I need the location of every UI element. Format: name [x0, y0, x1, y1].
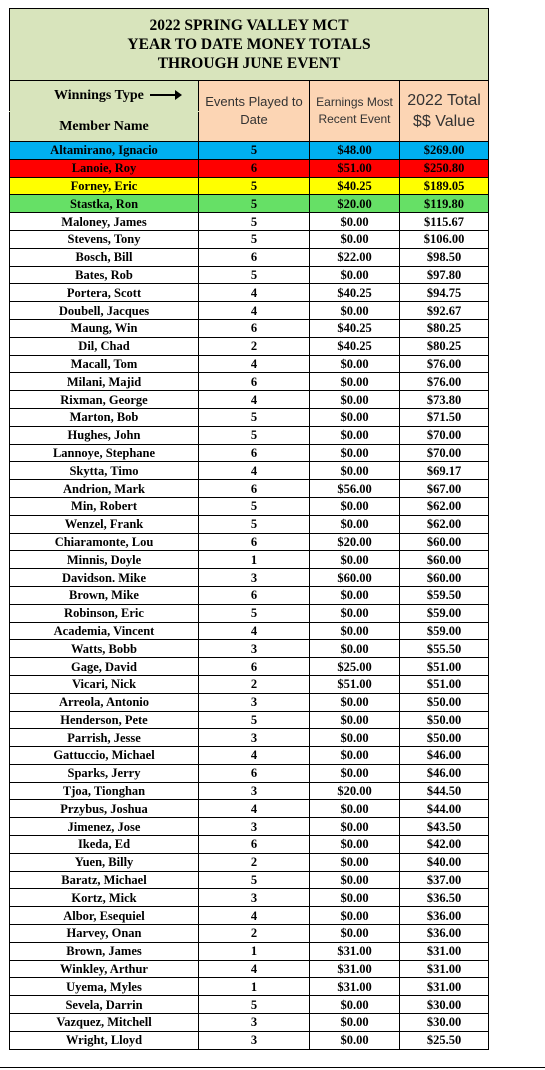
table-row [10, 782, 489, 800]
member-name-cell: Harvey, Onan [10, 925, 199, 943]
member-name-cell: Ikeda, Ed [10, 836, 199, 854]
events-played-cell: 3 [199, 1014, 310, 1032]
table-row [10, 373, 489, 391]
total-value-cell: $50.00 [400, 693, 489, 711]
total-value-cell: $44.50 [400, 782, 489, 800]
events-played-cell: 5 [199, 408, 310, 426]
total-value-cell: $59.50 [400, 586, 489, 604]
table-row [10, 996, 489, 1014]
total-value-cell: $97.80 [400, 266, 489, 284]
total-value-cell: $50.00 [400, 711, 489, 729]
total-value-cell: $31.00 [400, 942, 489, 960]
total-value-cell: $106.00 [400, 230, 489, 248]
events-played-cell: 6 [199, 480, 310, 498]
events-played-cell: 4 [199, 462, 310, 480]
total-value-cell: $37.00 [400, 871, 489, 889]
table-row [10, 266, 489, 284]
total-value-cell: $98.50 [400, 248, 489, 266]
table-row [10, 747, 489, 765]
events-played-cell: 4 [199, 302, 310, 320]
total-value-cell: $76.00 [400, 373, 489, 391]
total-value-cell: $80.25 [400, 319, 489, 337]
recent-earnings-cell: $0.00 [310, 1014, 400, 1032]
total-value-cell: $25.50 [400, 1031, 489, 1049]
events-played-cell: 3 [199, 889, 310, 907]
member-name-cell: Watts, Bobb [10, 640, 199, 658]
recent-earnings-cell: $0.00 [310, 818, 400, 836]
total-value-cell: $46.00 [400, 764, 489, 782]
events-played-cell: 6 [199, 373, 310, 391]
total-value-cell: $55.50 [400, 640, 489, 658]
events-played-cell: 5 [199, 266, 310, 284]
events-played-cell: 3 [199, 1031, 310, 1049]
table-row [10, 284, 489, 302]
recent-earnings-cell: $0.00 [310, 693, 400, 711]
total-value-cell: $40.00 [400, 853, 489, 871]
recent-earnings-cell: $0.00 [310, 551, 400, 569]
total-value-cell: $94.75 [400, 284, 489, 302]
recent-earnings-cell: $51.00 [310, 159, 400, 177]
total-value-cell: $60.00 [400, 551, 489, 569]
total-value-header: 2022 Total $$ Value [400, 81, 489, 142]
table-row [10, 925, 489, 943]
member-name-cell: Albor, Esequiel [10, 907, 199, 925]
recent-earnings-cell: $0.00 [310, 800, 400, 818]
recent-earnings-cell: $31.00 [310, 960, 400, 978]
total-value-cell: $36.50 [400, 889, 489, 907]
recent-earnings-cell: $0.00 [310, 266, 400, 284]
table-row [10, 693, 489, 711]
total-value-cell: $76.00 [400, 355, 489, 373]
events-played-cell: 4 [199, 800, 310, 818]
table-row [10, 942, 489, 960]
recent-earnings-cell: $0.00 [310, 604, 400, 622]
recent-earnings-cell: $0.00 [310, 889, 400, 907]
total-value-cell: $59.00 [400, 604, 489, 622]
table-row [10, 230, 489, 248]
table-row [10, 818, 489, 836]
table-row [10, 213, 489, 231]
member-name-cell: Skytta, Timo [10, 462, 199, 480]
winnings-type-label: Winnings Type [54, 88, 144, 103]
member-name-cell: Stastka, Ron [10, 195, 199, 213]
events-played-cell: 2 [199, 675, 310, 693]
member-name-cell: Yuen, Billy [10, 853, 199, 871]
member-name-cell: Milani, Majid [10, 373, 199, 391]
table-row [10, 497, 489, 515]
member-name-cell: Macall, Tom [10, 355, 199, 373]
events-played-cell: 5 [199, 213, 310, 231]
earnings-recent-header: Earnings Most Recent Event [310, 81, 400, 142]
recent-earnings-cell: $56.00 [310, 480, 400, 498]
table-row [10, 1014, 489, 1032]
events-played-cell: 3 [199, 729, 310, 747]
total-value-cell: $30.00 [400, 1014, 489, 1032]
table-row [10, 159, 489, 177]
recent-earnings-cell: $0.00 [310, 907, 400, 925]
events-played-header: Events Played to Date [199, 81, 310, 142]
recent-earnings-cell: $25.00 [310, 658, 400, 676]
total-value-cell: $119.80 [400, 195, 489, 213]
table-row [10, 604, 489, 622]
table-row [10, 355, 489, 373]
table-row [10, 853, 489, 871]
total-value-cell: $36.00 [400, 925, 489, 943]
member-name-header: Member Name [10, 112, 199, 142]
recent-earnings-cell: $0.00 [310, 462, 400, 480]
member-name-cell: Min, Robert [10, 497, 199, 515]
member-name-cell: Wenzel, Frank [10, 515, 199, 533]
member-name-cell: Lannoye, Stephane [10, 444, 199, 462]
total-value-cell: $70.00 [400, 426, 489, 444]
member-name-cell: Andrion, Mark [10, 480, 199, 498]
recent-earnings-cell: $40.25 [310, 319, 400, 337]
member-name-cell: Robinson, Eric [10, 604, 199, 622]
member-name-cell: Hughes, John [10, 426, 199, 444]
events-played-cell: 5 [199, 604, 310, 622]
member-name-cell: Parrish, Jesse [10, 729, 199, 747]
total-value-cell: $189.05 [400, 177, 489, 195]
total-value-cell: $51.00 [400, 675, 489, 693]
total-value-cell: $46.00 [400, 747, 489, 765]
member-name-cell: Stevens, Tony [10, 230, 199, 248]
recent-earnings-cell: $48.00 [310, 142, 400, 160]
table-row [10, 622, 489, 640]
total-value-cell: $31.00 [400, 960, 489, 978]
member-name-cell: Gattuccio, Michael [10, 747, 199, 765]
events-played-cell: 6 [199, 159, 310, 177]
member-name-cell: Brown, Mike [10, 586, 199, 604]
member-name-cell: Uyema, Myles [10, 978, 199, 996]
total-value-cell: $62.00 [400, 497, 489, 515]
table-row [10, 978, 489, 996]
table-row [10, 658, 489, 676]
events-played-cell: 3 [199, 693, 310, 711]
total-value-cell: $67.00 [400, 480, 489, 498]
events-played-cell: 3 [199, 818, 310, 836]
total-value-cell: $69.17 [400, 462, 489, 480]
recent-earnings-cell: $0.00 [310, 925, 400, 943]
member-name-cell: Tjoa, Tionghan [10, 782, 199, 800]
table-row [10, 836, 489, 854]
events-played-cell: 3 [199, 569, 310, 587]
member-name-cell: Minnis, Doyle [10, 551, 199, 569]
member-name-cell: Kortz, Mick [10, 889, 199, 907]
title-line-3: THROUGH JUNE EVENT [157, 55, 341, 72]
member-name-cell: Vicari, Nick [10, 675, 199, 693]
table-row [10, 1031, 489, 1049]
recent-earnings-cell: $22.00 [310, 248, 400, 266]
member-name-cell: Maloney, James [10, 213, 199, 231]
table-row [10, 319, 489, 337]
member-name-cell: Arreola, Antonio [10, 693, 199, 711]
member-name-cell: Przybus, Joshua [10, 800, 199, 818]
events-played-cell: 4 [199, 355, 310, 373]
recent-earnings-cell: $0.00 [310, 355, 400, 373]
recent-earnings-cell: $0.00 [310, 1031, 400, 1049]
total-value-cell: $269.00 [400, 142, 489, 160]
recent-earnings-cell: $0.00 [310, 747, 400, 765]
events-played-cell: 1 [199, 942, 310, 960]
table-row [10, 142, 489, 160]
sheet-title [10, 9, 489, 81]
money-totals-table [9, 8, 489, 1050]
table-row [10, 764, 489, 782]
events-played-cell: 4 [199, 747, 310, 765]
table-row [10, 462, 489, 480]
events-played-cell: 5 [199, 195, 310, 213]
recent-earnings-cell: $0.00 [310, 391, 400, 409]
events-played-cell: 6 [199, 533, 310, 551]
member-name-cell: Academia, Vincent [10, 622, 199, 640]
events-played-cell: 5 [199, 230, 310, 248]
recent-earnings-cell: $0.00 [310, 764, 400, 782]
table-row [10, 533, 489, 551]
total-value-cell: $36.00 [400, 907, 489, 925]
table-row [10, 408, 489, 426]
events-played-cell: 6 [199, 444, 310, 462]
total-value-cell: $92.67 [400, 302, 489, 320]
recent-earnings-cell: $51.00 [310, 675, 400, 693]
recent-earnings-cell: $0.00 [310, 213, 400, 231]
total-value-cell: $43.50 [400, 818, 489, 836]
events-played-cell: 6 [199, 586, 310, 604]
member-name-cell: Gage, David [10, 658, 199, 676]
events-played-cell: 6 [199, 658, 310, 676]
table-row [10, 444, 489, 462]
recent-earnings-cell: $0.00 [310, 640, 400, 658]
recent-earnings-cell: $0.00 [310, 871, 400, 889]
events-played-cell: 4 [199, 960, 310, 978]
table-row [10, 675, 489, 693]
winnings-type-header [10, 81, 199, 112]
total-value-cell: $62.00 [400, 515, 489, 533]
member-name-cell: Baratz, Michael [10, 871, 199, 889]
table-row [10, 551, 489, 569]
events-played-cell: 3 [199, 782, 310, 800]
member-name-cell: Vazquez, Mitchell [10, 1014, 199, 1032]
events-played-cell: 4 [199, 907, 310, 925]
total-value-cell: $30.00 [400, 996, 489, 1014]
table-row [10, 569, 489, 587]
member-name-cell: Marton, Bob [10, 408, 199, 426]
events-played-cell: 2 [199, 853, 310, 871]
total-value-cell: $250.80 [400, 159, 489, 177]
events-played-cell: 5 [199, 515, 310, 533]
member-name-cell: Bosch, Bill [10, 248, 199, 266]
table-row [10, 907, 489, 925]
events-played-cell: 5 [199, 142, 310, 160]
recent-earnings-cell: $40.25 [310, 177, 400, 195]
member-name-cell: Maung, Win [10, 319, 199, 337]
recent-earnings-cell: $0.00 [310, 426, 400, 444]
table-row [10, 889, 489, 907]
events-played-cell: 2 [199, 925, 310, 943]
events-played-cell: 5 [199, 871, 310, 889]
member-name-cell: Brown, James [10, 942, 199, 960]
table-row [10, 586, 489, 604]
recent-earnings-cell: $0.00 [310, 515, 400, 533]
table-row [10, 800, 489, 818]
title-line-2: YEAR TO DATE MONEY TOTALS [127, 36, 371, 53]
recent-earnings-cell: $0.00 [310, 836, 400, 854]
events-played-cell: 4 [199, 391, 310, 409]
member-name-cell: Sevela, Darrin [10, 996, 199, 1014]
events-played-cell: 3 [199, 640, 310, 658]
recent-earnings-cell: $0.00 [310, 853, 400, 871]
events-played-cell: 6 [199, 764, 310, 782]
recent-earnings-cell: $40.25 [310, 337, 400, 355]
total-value-cell: $50.00 [400, 729, 489, 747]
recent-earnings-cell: $31.00 [310, 978, 400, 996]
table-row [10, 711, 489, 729]
events-played-cell: 4 [199, 622, 310, 640]
member-name-cell: Jimenez, Jose [10, 818, 199, 836]
recent-earnings-cell: $0.00 [310, 586, 400, 604]
page-divider [0, 1067, 545, 1068]
events-played-cell: 5 [199, 711, 310, 729]
total-value-cell: $51.00 [400, 658, 489, 676]
member-name-cell: Doubell, Jacques [10, 302, 199, 320]
member-name-cell: Henderson, Pete [10, 711, 199, 729]
total-value-cell: $60.00 [400, 569, 489, 587]
recent-earnings-cell: $20.00 [310, 195, 400, 213]
events-played-cell: 5 [199, 996, 310, 1014]
total-value-cell: $115.67 [400, 213, 489, 231]
events-played-cell: 6 [199, 248, 310, 266]
recent-earnings-cell: $60.00 [310, 569, 400, 587]
recent-earnings-cell: $0.00 [310, 408, 400, 426]
recent-earnings-cell: $20.00 [310, 782, 400, 800]
member-name-cell: Portera, Scott [10, 284, 199, 302]
recent-earnings-cell: $0.00 [310, 302, 400, 320]
events-played-cell: 6 [199, 319, 310, 337]
table-row [10, 480, 489, 498]
member-name-cell: Bates, Rob [10, 266, 199, 284]
table-row [10, 640, 489, 658]
recent-earnings-cell: $0.00 [310, 444, 400, 462]
recent-earnings-cell: $0.00 [310, 622, 400, 640]
title-row [10, 9, 489, 81]
member-name-cell: Forney, Eric [10, 177, 199, 195]
table-row [10, 302, 489, 320]
member-name-cell: Winkley, Arthur [10, 960, 199, 978]
recent-earnings-cell: $0.00 [310, 497, 400, 515]
total-value-cell: $80.25 [400, 337, 489, 355]
member-name-cell: Wright, Lloyd [10, 1031, 199, 1049]
right-arrow-icon [150, 94, 176, 96]
table-row [10, 337, 489, 355]
events-played-cell: 6 [199, 836, 310, 854]
events-played-cell: 5 [199, 426, 310, 444]
money-totals-sheet [9, 8, 488, 1050]
recent-earnings-cell: $0.00 [310, 373, 400, 391]
member-name-cell: Dil, Chad [10, 337, 199, 355]
total-value-cell: $31.00 [400, 978, 489, 996]
total-value-cell: $60.00 [400, 533, 489, 551]
recent-earnings-cell: $0.00 [310, 230, 400, 248]
member-name-cell: Rixman, George [10, 391, 199, 409]
table-row [10, 177, 489, 195]
total-value-cell: $70.00 [400, 444, 489, 462]
member-name-cell: Sparks, Jerry [10, 764, 199, 782]
recent-earnings-cell: $31.00 [310, 942, 400, 960]
recent-earnings-cell: $0.00 [310, 711, 400, 729]
table-row [10, 391, 489, 409]
table-row [10, 426, 489, 444]
events-played-cell: 1 [199, 551, 310, 569]
total-value-cell: $71.50 [400, 408, 489, 426]
member-name-cell: Chiaramonte, Lou [10, 533, 199, 551]
member-name-cell: Davidson. Mike [10, 569, 199, 587]
table-row [10, 871, 489, 889]
table-row [10, 248, 489, 266]
events-played-cell: 4 [199, 284, 310, 302]
member-name-cell: Lanoie, Roy [10, 159, 199, 177]
total-value-cell: $73.80 [400, 391, 489, 409]
table-row [10, 729, 489, 747]
recent-earnings-cell: $0.00 [310, 729, 400, 747]
table-row [10, 195, 489, 213]
events-played-cell: 1 [199, 978, 310, 996]
recent-earnings-cell: $20.00 [310, 533, 400, 551]
table-row [10, 960, 489, 978]
total-value-cell: $44.00 [400, 800, 489, 818]
recent-earnings-cell: $0.00 [310, 996, 400, 1014]
events-played-cell: 2 [199, 337, 310, 355]
total-value-cell: $42.00 [400, 836, 489, 854]
table-row [10, 515, 489, 533]
total-value-cell: $59.00 [400, 622, 489, 640]
events-played-cell: 5 [199, 177, 310, 195]
events-played-cell: 5 [199, 497, 310, 515]
header-row-1 [10, 81, 489, 112]
recent-earnings-cell: $40.25 [310, 284, 400, 302]
title-line-1: 2022 SPRING VALLEY MCT [149, 17, 349, 34]
member-name-cell: Altamirano, Ignacio [10, 142, 199, 160]
